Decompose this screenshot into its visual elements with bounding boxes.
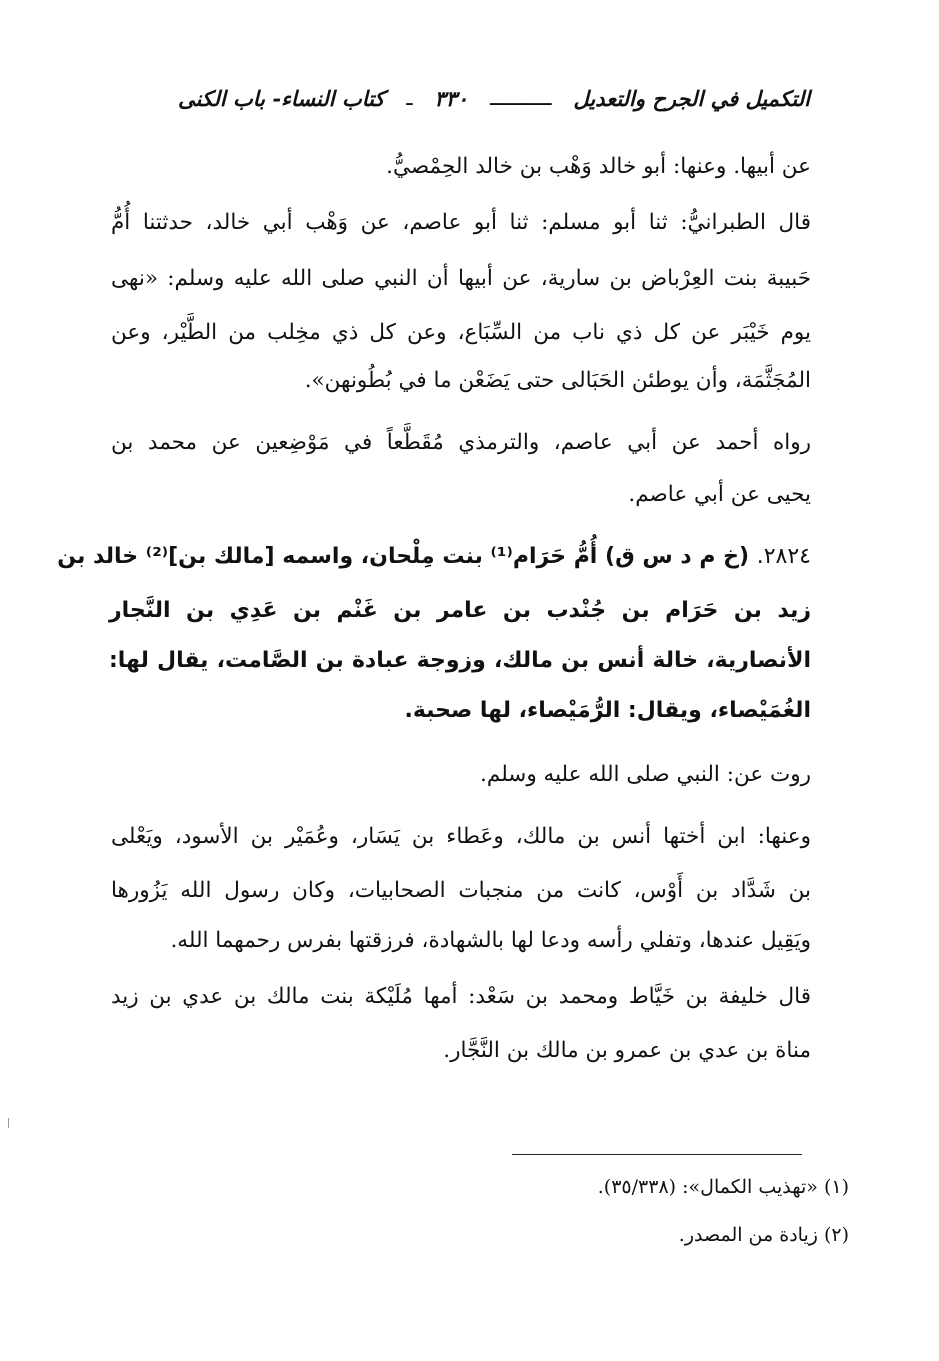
text-line: المُجَثَّمَة، وأن يوطئن الحَبَالى حتى يَضَعْن ما في بُطُونهن». bbox=[304, 368, 811, 393]
footnote-1: (١) «تهذيب الكمال»: (٣٥/٣٣٨). bbox=[597, 1176, 849, 1198]
header-dash: ـ bbox=[406, 86, 413, 110]
header-section: كتاب النساء- باب الكنى bbox=[178, 85, 385, 111]
text-line: مناة بن عدي بن عمرو بن مالك بن النَّجَّار. bbox=[443, 1038, 811, 1063]
text-line: بن شَدَّاد بن أَوْس، كانت من منجبات الصحابيات، وكان رسول الله يَزُورها bbox=[111, 878, 811, 903]
text-line: يحيى عن أبي عاصم. bbox=[628, 482, 811, 507]
header-page-number: ٣٣٠ bbox=[434, 85, 469, 111]
scan-mark bbox=[8, 1118, 9, 1128]
text-line: قال خليفة بن خَيَّاط ومحمد بن سَعْد: أمها مُلَيْكة بنت مالك بن عدي بن زيد bbox=[111, 984, 811, 1009]
text-line: عن أبيها. وعنها: أبو خالد وَهْب بن خالد الحِمْصيُّ. bbox=[386, 154, 811, 179]
entry-line: زيد بن حَرَام بن جُنْدب بن عامر بن غَنْم بن عَدِي بن النَّجار bbox=[109, 598, 811, 623]
footnote-separator bbox=[512, 1154, 802, 1155]
header-book-title: التكميل في الجرح والتعديل bbox=[573, 85, 810, 111]
text-line: يوم خَيْبَر عن كل ذي ناب من السِّبَاع، وعن كل ذي مخِلب من الطَّيْر، وعن bbox=[111, 320, 811, 345]
text-line: وعنها: ابن أختها أنس بن مالك، وعَطاء بن يَسَار، وعُمَيْر بن الأسود، ويَعْلى bbox=[111, 824, 811, 849]
running-header bbox=[178, 78, 810, 118]
footnote-2: (٢) زيادة من المصدر. bbox=[678, 1224, 849, 1246]
entry-heading: (خ م د س ق) أُمُّ حَرَام⁽¹⁾ بنت مِلْحان، واسمه [مالك بن]⁽²⁾ خالد بن bbox=[57, 544, 750, 569]
entry-line bbox=[57, 540, 811, 574]
text-line: روت عن: النبي صلى الله عليه وسلم. bbox=[480, 762, 811, 787]
entry-line: الغُمَيْصاء، ويقال: الرُّمَيْصاء، لها صحبة. bbox=[404, 698, 811, 723]
text-line: رواه أحمد عن أبي عاصم، والترمذي مُقَطَّعاً في مَوْضِعين عن محمد بن bbox=[111, 430, 811, 455]
text-line: قال الطبرانيُّ: ثنا أبو مسلم: ثنا أبو عاصم، عن وَهْب أبي خالد، حدثتنا أُمُّ bbox=[111, 210, 811, 235]
entry-line: الأنصارية، خالة أنس بن مالك، وزوجة عبادة بن الصَّامت، يقال لها: bbox=[109, 648, 811, 673]
entry-number: ٢٨٢٤. bbox=[756, 544, 811, 569]
header-dash: ــــــــــ bbox=[490, 86, 552, 110]
text-line: ويَقِيل عندها، وتفلي رأسه ودعا لها بالشهادة، فرزقتها بفرس رحمهما الله. bbox=[170, 928, 811, 953]
text-line: حَبيبة بنت العِرْباض بن سارية، عن أبيها أن النبي صلى الله عليه وسلم: «نهى bbox=[111, 266, 811, 291]
